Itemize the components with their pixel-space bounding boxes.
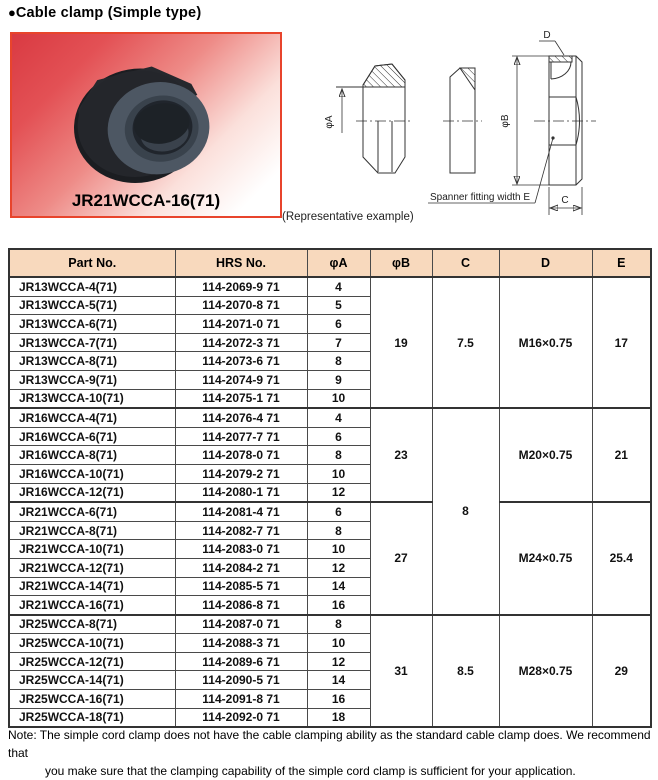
cell-phi-a: 14 xyxy=(307,671,370,690)
cell-c-group: 8.5 xyxy=(432,615,499,728)
cell-part-no: JR25WCCA-12(71) xyxy=(9,652,175,671)
cell-phi-a: 10 xyxy=(307,389,370,408)
cell-phi-a: 6 xyxy=(307,427,370,446)
cell-part-no: JR13WCCA-10(71) xyxy=(9,389,175,408)
cell-part-no: JR13WCCA-7(71) xyxy=(9,333,175,352)
cell-part-no: JR13WCCA-6(71) xyxy=(9,315,175,334)
footnote-line-1: Note: The simple cord clamp does not have the cable clamping ability as the standard cable clamp does. We recommend that xyxy=(8,728,651,760)
cell-e-group: 21 xyxy=(592,408,651,502)
cell-phi-a: 18 xyxy=(307,708,370,727)
cell-phi-b-group: 23 xyxy=(370,408,432,502)
cell-part-no: JR16WCCA-4(71) xyxy=(9,408,175,427)
cell-hrs-no: 114-2078-0 71 xyxy=(175,446,307,465)
bullet-icon: ● xyxy=(8,5,16,20)
cell-hrs-no: 114-2080-1 71 xyxy=(175,483,307,502)
cell-part-no: JR13WCCA-8(71) xyxy=(9,352,175,371)
cell-phi-a: 4 xyxy=(307,408,370,427)
cell-c-group: 8 xyxy=(432,408,499,615)
cell-part-no: JR21WCCA-16(71) xyxy=(9,596,175,615)
cell-phi-a: 10 xyxy=(307,464,370,483)
spec-table xyxy=(8,248,652,728)
cell-d-group: M16×0.75 xyxy=(499,277,592,408)
col-header-c: C xyxy=(432,249,499,277)
cell-part-no: JR25WCCA-8(71) xyxy=(9,615,175,634)
cell-hrs-no: 114-2088-3 71 xyxy=(175,634,307,653)
cell-part-no: JR13WCCA-4(71) xyxy=(9,277,175,296)
product-caption: JR21WCCA-16(71) xyxy=(71,191,221,210)
product-photo xyxy=(10,32,282,218)
cell-hrs-no: 114-2077-7 71 xyxy=(175,427,307,446)
representative-example-note: (Representative example) xyxy=(282,211,414,223)
cell-hrs-no: 114-2070-8 71 xyxy=(175,296,307,315)
cell-phi-a: 8 xyxy=(307,521,370,540)
col-header-phi-a: φA xyxy=(307,249,370,277)
cell-part-no: JR21WCCA-12(71) xyxy=(9,558,175,577)
spanner-width-label: Spanner fitting width E xyxy=(430,192,531,203)
cell-d-group: M28×0.75 xyxy=(499,615,592,728)
cell-part-no: JR25WCCA-16(71) xyxy=(9,690,175,709)
cell-hrs-no: 114-2092-0 71 xyxy=(175,708,307,727)
cell-phi-a: 8 xyxy=(307,446,370,465)
col-header-e: E xyxy=(592,249,651,277)
cell-hrs-no: 114-2075-1 71 xyxy=(175,389,307,408)
cell-part-no: JR21WCCA-14(71) xyxy=(9,577,175,596)
col-header-phi-b: φB xyxy=(370,249,432,277)
cell-hrs-no: 114-2071-0 71 xyxy=(175,315,307,334)
dim-label-c: C xyxy=(561,195,569,206)
cell-hrs-no: 114-2089-6 71 xyxy=(175,652,307,671)
cell-hrs-no: 114-2082-7 71 xyxy=(175,521,307,540)
cell-phi-a: 16 xyxy=(307,596,370,615)
cell-hrs-no: 114-2085-5 71 xyxy=(175,577,307,596)
cell-hrs-no: 114-2081-4 71 xyxy=(175,502,307,521)
cell-hrs-no: 114-2084-2 71 xyxy=(175,558,307,577)
cell-hrs-no: 114-2087-0 71 xyxy=(175,615,307,634)
cable-clamp-illustration xyxy=(12,34,280,194)
footnote-line-2: you make sure that the clamping capability of the simple cord clamp is sufficient for your application. xyxy=(45,764,576,778)
footnote xyxy=(8,726,656,780)
table-row xyxy=(9,502,651,521)
cell-phi-a: 16 xyxy=(307,690,370,709)
cell-phi-b-group: 19 xyxy=(370,277,432,408)
cell-part-no: JR16WCCA-6(71) xyxy=(9,427,175,446)
cell-phi-b-group: 31 xyxy=(370,615,432,728)
table-row xyxy=(9,615,651,634)
cell-e-group: 25.4 xyxy=(592,502,651,615)
technical-drawing xyxy=(280,22,658,234)
cell-part-no: JR21WCCA-10(71) xyxy=(9,540,175,559)
cell-part-no: JR25WCCA-18(71) xyxy=(9,708,175,727)
table-row xyxy=(9,408,651,427)
cell-phi-a: 12 xyxy=(307,652,370,671)
cell-phi-a: 10 xyxy=(307,540,370,559)
table-row xyxy=(9,277,651,296)
cell-hrs-no: 114-2086-8 71 xyxy=(175,596,307,615)
drawing-view-section-a xyxy=(324,64,412,173)
cell-e-group: 17 xyxy=(592,277,651,408)
dim-label-phi-a: φA xyxy=(324,115,335,129)
cell-phi-a: 6 xyxy=(307,315,370,334)
dim-label-phi-b: φB xyxy=(500,114,511,128)
cell-hrs-no: 114-2073-6 71 xyxy=(175,352,307,371)
cell-part-no: JR13WCCA-9(71) xyxy=(9,370,175,389)
page-heading xyxy=(8,4,201,22)
cell-phi-a: 8 xyxy=(307,615,370,634)
cell-phi-a: 4 xyxy=(307,277,370,296)
cell-part-no: JR21WCCA-6(71) xyxy=(9,502,175,521)
drawing-view-side xyxy=(428,30,596,215)
cell-hrs-no: 114-2083-0 71 xyxy=(175,540,307,559)
cell-part-no: JR25WCCA-10(71) xyxy=(9,634,175,653)
col-header-hrs-no: HRS No. xyxy=(175,249,307,277)
cell-e-group: 29 xyxy=(592,615,651,728)
cell-hrs-no: 114-2072-3 71 xyxy=(175,333,307,352)
cell-part-no: JR21WCCA-8(71) xyxy=(9,521,175,540)
cell-part-no: JR16WCCA-12(71) xyxy=(9,483,175,502)
cell-phi-a: 8 xyxy=(307,352,370,371)
cell-phi-a: 9 xyxy=(307,370,370,389)
cell-part-no: JR13WCCA-5(71) xyxy=(9,296,175,315)
cell-part-no: JR25WCCA-14(71) xyxy=(9,671,175,690)
cell-hrs-no: 114-2090-5 71 xyxy=(175,671,307,690)
cell-phi-a: 10 xyxy=(307,634,370,653)
cell-part-no: JR16WCCA-8(71) xyxy=(9,446,175,465)
cell-phi-a: 6 xyxy=(307,502,370,521)
cell-hrs-no: 114-2079-2 71 xyxy=(175,464,307,483)
drawing-view-section-b xyxy=(443,68,482,173)
cell-c-group: 7.5 xyxy=(432,277,499,408)
cell-phi-a: 7 xyxy=(307,333,370,352)
col-header-d: D xyxy=(499,249,592,277)
cell-hrs-no: 114-2076-4 71 xyxy=(175,408,307,427)
cell-phi-b-group: 27 xyxy=(370,502,432,615)
cell-hrs-no: 114-2091-8 71 xyxy=(175,690,307,709)
table-header-row xyxy=(9,249,651,277)
page-title: Cable clamp (Simple type) xyxy=(15,5,202,21)
cell-hrs-no: 114-2074-9 71 xyxy=(175,370,307,389)
dim-label-d: D xyxy=(543,30,551,41)
cell-phi-a: 12 xyxy=(307,558,370,577)
cell-hrs-no: 114-2069-9 71 xyxy=(175,277,307,296)
cell-phi-a: 5 xyxy=(307,296,370,315)
cell-phi-a: 14 xyxy=(307,577,370,596)
cell-d-group: M24×0.75 xyxy=(499,502,592,615)
cell-part-no: JR16WCCA-10(71) xyxy=(9,464,175,483)
cell-d-group: M20×0.75 xyxy=(499,408,592,502)
col-header-part-no: Part No. xyxy=(9,249,175,277)
cell-phi-a: 12 xyxy=(307,483,370,502)
